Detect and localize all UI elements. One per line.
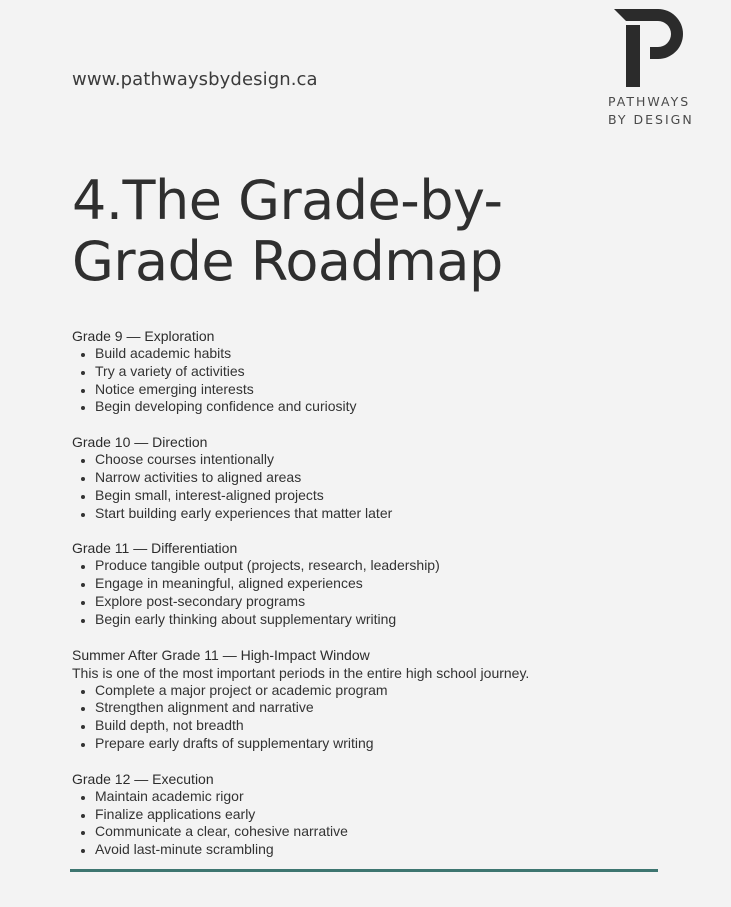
list-item: Build depth, not breadth [72, 717, 672, 735]
section-heading: Grade 11 — Differentiation [72, 540, 238, 557]
list-item: Complete a major project or academic program [72, 682, 672, 700]
bullet-list [72, 557, 672, 628]
list-item: Prepare early drafts of supplementary writing [72, 735, 672, 753]
list-item: Try a variety of activities [72, 363, 672, 381]
section-heading: Grade 9 — Exploration [72, 328, 215, 344]
list-item: Build academic habits [72, 345, 672, 363]
title-line-1: 4.The Grade-by- [72, 169, 503, 232]
list-item: Begin small, interest-aligned projects [72, 487, 672, 505]
list-item: Communicate a clear, cohesive narrative [72, 823, 672, 841]
logo-wordmark [608, 93, 708, 129]
section-grade-9 [72, 327, 672, 416]
section-heading: Grade 10 — Direction [72, 434, 208, 451]
list-item: Start building early experiences that matter later [72, 505, 672, 523]
section-grade-11 [72, 539, 672, 628]
footer-divider [70, 869, 658, 872]
list-item: Begin early thinking about supplementary writing [72, 611, 672, 629]
list-item: Explore post-secondary programs [72, 593, 672, 611]
logo-line-1: PATHWAYS [608, 94, 691, 109]
pathways-p-icon [614, 9, 684, 87]
website-url: www.pathwaysbydesign.ca [72, 69, 318, 90]
bullet-list [72, 345, 672, 416]
list-item: Avoid last-minute scrambling [72, 841, 672, 859]
list-item: Finalize applications early [72, 806, 672, 824]
list-item: Begin developing confidence and curiosity [72, 398, 672, 416]
section-grade-12 [72, 770, 672, 859]
bullet-list [72, 682, 672, 753]
bullet-list [72, 788, 672, 859]
section-grade-10 [72, 433, 672, 522]
list-item: Notice emerging interests [72, 381, 672, 399]
list-item: Choose courses intentionally [72, 451, 672, 469]
brand-logo [604, 9, 704, 129]
list-item: Strengthen alignment and narrative [72, 699, 672, 717]
list-item: Produce tangible output (projects, research, leadership) [72, 557, 672, 575]
list-item: Narrow activities to aligned areas [72, 469, 672, 487]
page-title [72, 170, 672, 292]
section-heading: Summer After Grade 11 — High-Impact Window [72, 646, 370, 663]
list-item: Maintain academic rigor [72, 788, 672, 806]
section-summer-after-grade-11 [72, 646, 672, 753]
roadmap-content [72, 327, 672, 876]
list-item: Engage in meaningful, aligned experiences [72, 575, 672, 593]
section-heading: Grade 12 — Execution [72, 770, 214, 787]
bullet-list [72, 451, 672, 522]
section-intro: This is one of the most important periods in the entire high school journey. [72, 664, 530, 681]
title-line-2: Grade Roadmap [72, 230, 503, 293]
logo-line-2: BY DESIGN [608, 112, 694, 127]
